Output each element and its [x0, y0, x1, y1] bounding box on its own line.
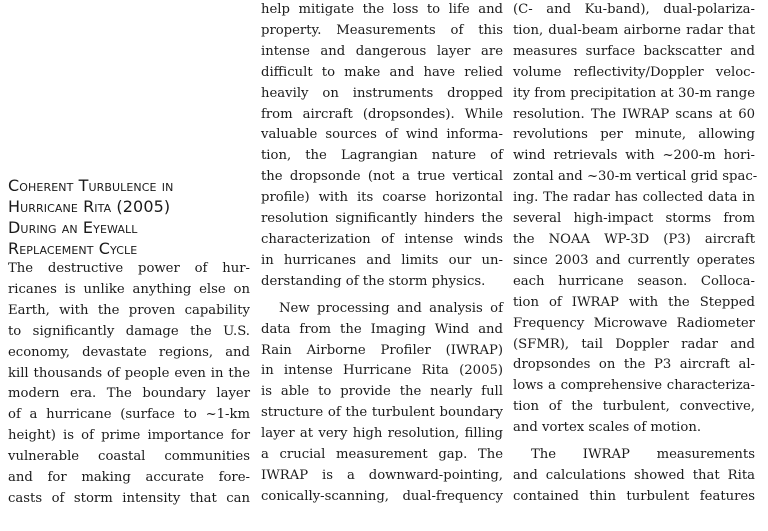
text-line: ity from precipitation at 30-m range	[513, 85, 755, 101]
paragraph	[261, 0, 503, 293]
text-line: resolution significantly hinders the	[261, 211, 503, 227]
text-line: kill thousands of people even in the	[8, 365, 250, 381]
text-line: to significantly damage the U.S.	[8, 323, 250, 339]
text-line: and for making accurate fore-	[8, 470, 250, 486]
text-line: zontal and ~30-m vertical grid spac-	[513, 169, 758, 185]
text-line: The IWRAP measurements	[531, 447, 755, 463]
text-line: height) is of prime importance for	[8, 428, 250, 444]
text-line: in intense Hurricane Rita (2005)	[261, 363, 503, 379]
text-line: of a hurricane (surface to ~1-km	[8, 407, 250, 423]
text-line: volume reflectivity/Doppler veloc-	[513, 64, 755, 80]
heading-line: Hurricane Rita (2005)	[8, 197, 171, 216]
text-line: and calculations showed that Rita	[513, 467, 755, 483]
text-line: dropsondes on the P3 aircraft al-	[513, 357, 755, 373]
text-line: ricanes is unlike anything else on	[8, 281, 250, 297]
text-line: (C- and Ku-band), dual-polariza-	[513, 2, 755, 17]
text-line: structure of the turbulent boundary	[261, 405, 503, 421]
text-line: the NOAA WP-3D (P3) aircraft	[513, 231, 755, 247]
text-line: property. Measurements of this	[261, 22, 503, 38]
paragraph	[8, 259, 250, 510]
text-line: heavily on instruments dropped	[261, 85, 503, 101]
text-line: data from the Imaging Wind and	[261, 321, 503, 337]
text-line: from aircraft (dropsondes). While	[261, 106, 503, 122]
text-line: tion of IWRAP with the Stepped	[513, 294, 755, 310]
text-line: derstanding of the storm physics.	[261, 273, 486, 289]
text-line: conically-scanning, dual-frequency	[261, 488, 503, 504]
column-2	[261, 0, 503, 508]
text-line: ing. The radar has collected data in	[513, 190, 755, 206]
text-line: the dropsonde (not a true vertical	[261, 169, 503, 185]
text-line: characterization of intense winds	[261, 231, 503, 247]
text-line: (SFMR), tail Doppler radar and	[513, 336, 755, 352]
text-line: difficult to make and have relied	[261, 64, 503, 80]
text-line: Rain Airborne Profiler (IWRAP)	[261, 342, 503, 358]
heading-line: Coherent Turbulence in	[8, 176, 174, 195]
heading-line: During an Eyewall	[8, 218, 138, 237]
text-line: layer at very high resolution, filling	[261, 426, 503, 442]
text-line: in hurricanes and limits our un-	[261, 252, 503, 268]
text-line: contained thin turbulent features	[513, 488, 755, 504]
heading-line: Replacement Cycle	[8, 239, 138, 258]
text-line: New processing and analysis of	[279, 300, 503, 316]
text-line: wind retrievals with ~200-m hori-	[513, 148, 755, 164]
text-line: help mitigate the loss to life and	[261, 2, 503, 17]
column-3	[513, 0, 758, 508]
column-1	[8, 175, 250, 510]
text-line: each hurricane season. Colloca-	[513, 273, 755, 289]
text-line: a crucial measurement gap. The	[261, 447, 503, 463]
text-line: since 2003 and currently operates	[513, 252, 755, 268]
text-line: modern era. The boundary layer	[8, 386, 250, 402]
text-line: and vortex scales of motion.	[513, 420, 702, 436]
text-line: casts of storm intensity that can	[8, 490, 250, 506]
text-line: revolutions per minute, allowing	[513, 127, 755, 143]
text-line: tion of the turbulent, convective,	[513, 399, 755, 415]
text-line: intense and dangerous layer are	[261, 43, 503, 59]
text-line: lows a comprehensive characteriza-	[513, 378, 755, 394]
text-line: tion, dual-beam airborne radar that	[513, 22, 755, 38]
section-heading	[8, 175, 250, 259]
text-line: The destructive power of hur-	[8, 261, 250, 276]
text-line: tion, the Lagrangian nature of	[261, 148, 503, 164]
text-line: measures surface backscatter and	[513, 43, 755, 59]
text-line: IWRAP is a downward-pointing,	[261, 467, 503, 483]
text-line: several high-impact storms from	[513, 211, 755, 227]
paragraph	[513, 0, 758, 439]
text-line: valuable sources of wind informa-	[261, 127, 503, 143]
text-line: economy, devastate regions, and	[8, 344, 250, 360]
text-line: resolution. The IWRAP scans at 60	[513, 106, 755, 122]
paragraph	[513, 445, 755, 508]
text-line: Earth, with the proven capability	[8, 302, 250, 318]
paragraph	[261, 299, 503, 508]
text-line: vulnerable coastal communities	[8, 449, 250, 465]
text-line: is able to provide the nearly full	[261, 384, 503, 400]
text-line: profile) with its coarse horizontal	[261, 190, 503, 206]
text-line: Frequency Microwave Radiometer	[513, 315, 755, 331]
